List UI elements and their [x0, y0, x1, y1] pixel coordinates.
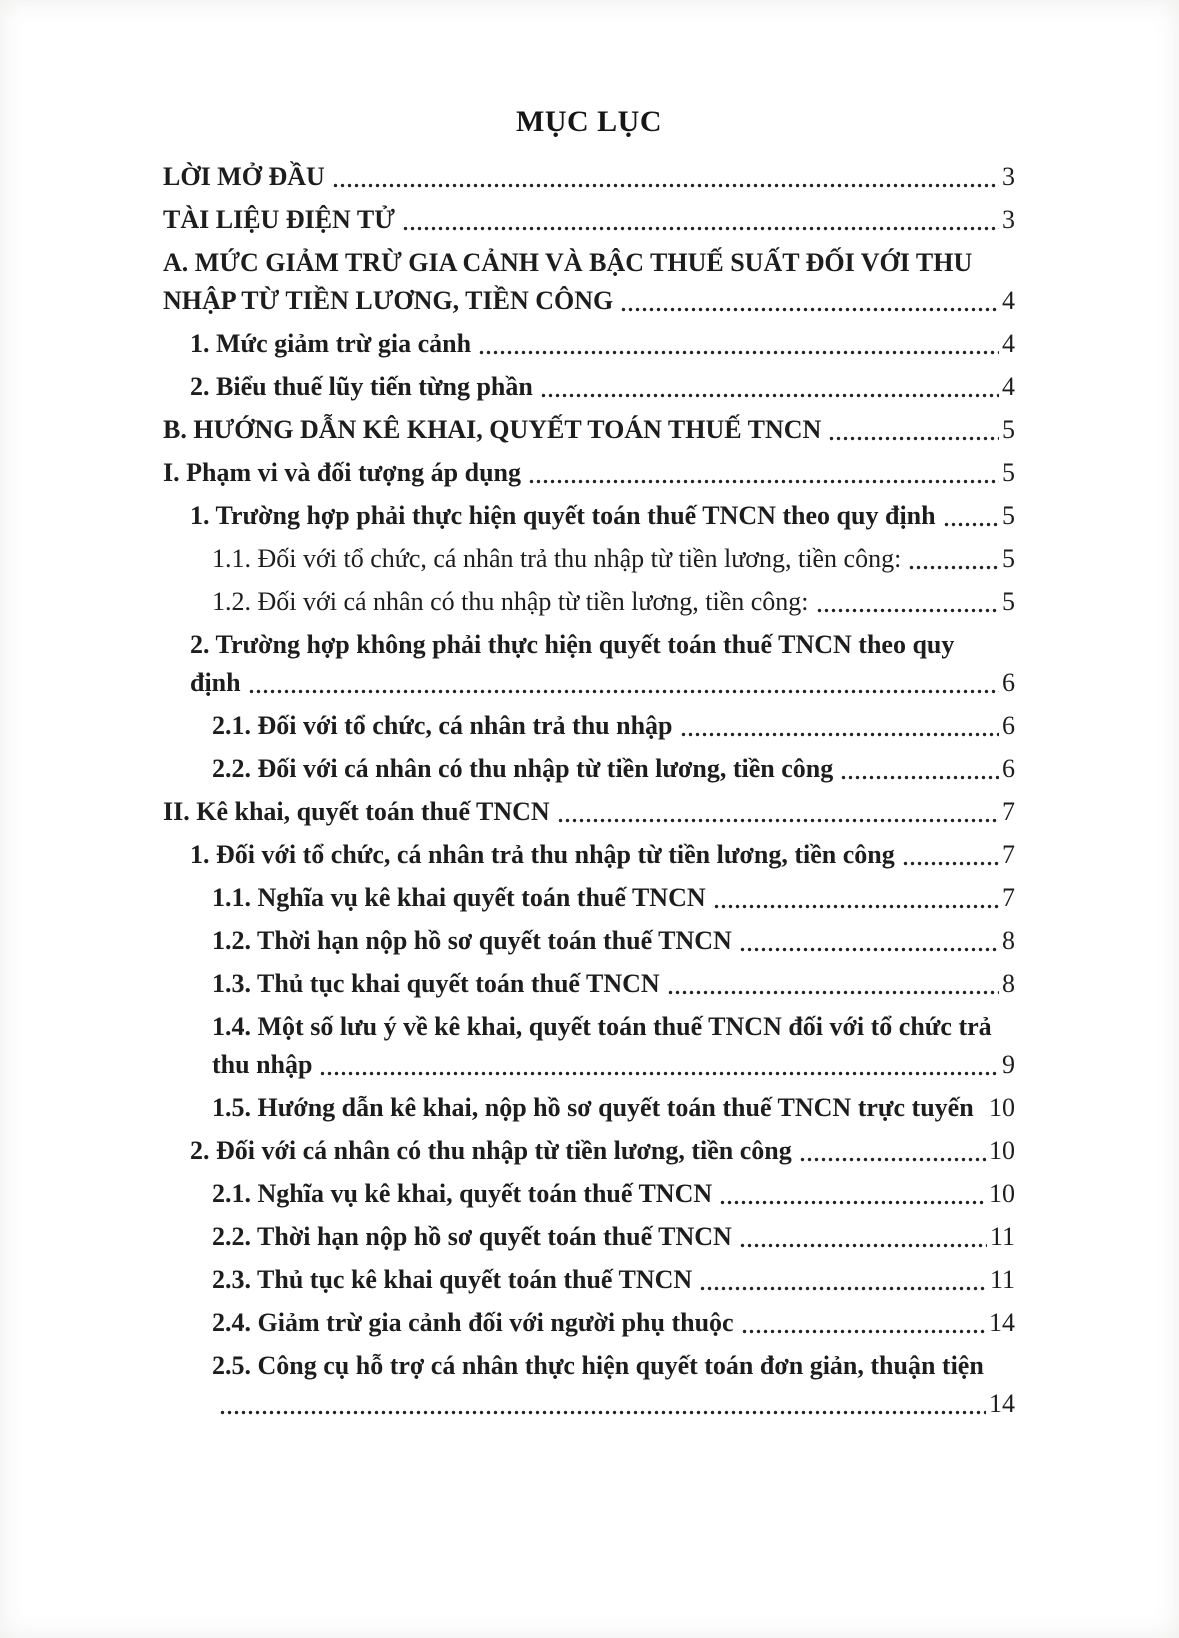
- toc-content: [163, 100, 1015, 1428]
- dotted-leader: [840, 775, 999, 780]
- page-number: 5: [1002, 544, 1015, 573]
- toc-entry: [212, 540, 1015, 578]
- toc-entry-line: [212, 1046, 1015, 1084]
- toc-entry-text: thu nhập: [212, 1050, 313, 1079]
- toc-entry: [212, 1304, 1015, 1342]
- page-number: 6: [1002, 711, 1015, 740]
- page-number: 11: [989, 1222, 1015, 1251]
- toc-entry-text: 1. Trường hợp phải thực hiện quyết toán thuế TNCN theo quy định: [190, 501, 936, 530]
- toc-entry-line: [212, 1218, 1015, 1256]
- toc-entry: [212, 1008, 1015, 1084]
- toc-entry-line: [190, 836, 1015, 874]
- dotted-leader: [943, 522, 999, 527]
- page-number: 4: [1002, 286, 1015, 315]
- toc-entry-text: 2.1. Đối với tổ chức, cá nhân trả thu nhập: [212, 711, 673, 740]
- toc-entry-line: [190, 497, 1015, 535]
- page-number: 5: [1002, 458, 1015, 487]
- page-number: 8: [1002, 926, 1015, 955]
- toc-entry-line: [212, 1089, 1015, 1127]
- toc-entry: [163, 454, 1015, 492]
- page-number: 4: [1002, 372, 1015, 401]
- dotted-leader: [478, 350, 999, 355]
- page-number: 9: [1002, 1050, 1015, 1079]
- toc-entry-line: [190, 664, 1015, 702]
- dotted-leader: [667, 990, 999, 995]
- toc-entry-line: [163, 454, 1015, 492]
- toc-entry-line: [163, 793, 1015, 831]
- toc-entry-line: [163, 158, 1015, 196]
- toc-entry-line: [163, 201, 1015, 239]
- toc-entry: [212, 707, 1015, 745]
- dotted-leader: [402, 226, 999, 231]
- toc-entry-line: [212, 1385, 1015, 1423]
- toc-entry-text: LỜI MỞ ĐẦU: [163, 162, 325, 191]
- toc-entry-text: 2.1. Nghĩa vụ kê khai, quyết toán thuế TNCN: [212, 1179, 713, 1208]
- page-number: 6: [1002, 754, 1015, 783]
- toc-entry-line: [163, 282, 1015, 320]
- toc-entry-text: 1.2. Đối với cá nhân có thu nhập từ tiền lương, tiền công:: [212, 587, 809, 616]
- dotted-leader: [976, 1114, 986, 1119]
- toc-entry-text: 1.2. Thời hạn nộp hồ sơ quyết toán thuế TNCN: [212, 926, 732, 955]
- toc-entry-text: 2.2. Thời hạn nộp hồ sơ quyết toán thuế TNCN: [212, 1222, 732, 1251]
- dotted-leader: [719, 1200, 986, 1205]
- toc-entry-line: [212, 750, 1015, 788]
- toc-entry-text: I. Phạm vi và đối tượng áp dụng: [163, 458, 521, 487]
- toc-entry: [190, 497, 1015, 535]
- toc-entry-line: [212, 1008, 1015, 1046]
- toc-entry-text: 2. Đối với cá nhân có thu nhập từ tiền lương, tiền công: [190, 1136, 792, 1165]
- toc-entry-text: 1.1. Đối với tổ chức, cá nhân trả thu nhập từ tiền lương, tiền công:: [212, 544, 902, 573]
- dotted-leader: [540, 393, 999, 398]
- dotted-leader: [332, 183, 999, 188]
- toc-entry: [190, 368, 1015, 406]
- toc-entry-text: A. MỨC GIẢM TRỪ GIA CẢNH VÀ BẬC THUẾ SUẤT ĐỐI VỚI THU: [163, 248, 973, 277]
- page-number: 14: [989, 1308, 1015, 1337]
- page-number: 5: [1002, 501, 1015, 530]
- toc-entry-text: 2.4. Giảm trừ gia cảnh đối với người phụ thuộc: [212, 1308, 734, 1337]
- dotted-leader: [739, 947, 999, 952]
- toc-entry: [212, 583, 1015, 621]
- toc-entry-line: [212, 707, 1015, 745]
- dotted-leader: [741, 1329, 986, 1334]
- toc-entry: [212, 1261, 1015, 1299]
- page-number: 7: [1002, 883, 1015, 912]
- page-number: 7: [1002, 840, 1015, 869]
- toc-entry: [212, 922, 1015, 960]
- toc-entry-text: 2.3. Thủ tục kê khai quyết toán thuế TNCN: [212, 1265, 693, 1294]
- toc-entry-line: [190, 368, 1015, 406]
- toc-entry-line: [212, 583, 1015, 621]
- toc-entry-text: 2. Biểu thuế lũy tiến từng phần: [190, 372, 533, 401]
- toc-entry: [163, 244, 1015, 320]
- page-number: 11: [989, 1265, 1015, 1294]
- toc-entry: [212, 1218, 1015, 1256]
- toc-entry: [190, 626, 1015, 702]
- dotted-leader: [219, 1410, 986, 1415]
- toc-entry-line: [212, 1347, 1015, 1385]
- toc-entry-text: định: [190, 668, 241, 697]
- toc-entry-text: 1. Mức giảm trừ gia cảnh: [190, 329, 472, 358]
- toc-entry-line: [190, 626, 1015, 664]
- toc-entry-line: [212, 540, 1015, 578]
- toc-entry-text: NHẬP TỪ TIỀN LƯƠNG, TIỀN CÔNG: [163, 286, 614, 315]
- toc-entry-line: [212, 1261, 1015, 1299]
- toc-entry-text: 1.4. Một số lưu ý về kê khai, quyết toán thuế TNCN đối với tổ chức trả: [212, 1012, 992, 1041]
- page-number: 7: [1002, 797, 1015, 826]
- toc-entry: [163, 201, 1015, 239]
- page-number: 6: [1002, 668, 1015, 697]
- toc-entry: [190, 836, 1015, 874]
- toc-entry: [163, 411, 1015, 449]
- toc-title: MỤC LỤC: [516, 105, 662, 138]
- page-number: 5: [1002, 415, 1015, 444]
- page-number: 5: [1002, 587, 1015, 616]
- dotted-leader: [680, 732, 1000, 737]
- toc-entry: [190, 325, 1015, 363]
- toc-entry-line: [163, 244, 1015, 282]
- toc-entry-line: [212, 1175, 1015, 1213]
- page-number: 3: [1002, 162, 1015, 191]
- toc-entry-line: [190, 1132, 1015, 1170]
- page-number: 8: [1002, 969, 1015, 998]
- toc-entry-text: 1.5. Hướng dẫn kê khai, nộp hồ sơ quyết toán thuế TNCN trực tuyến: [212, 1093, 974, 1122]
- toc-entry-line: [212, 879, 1015, 917]
- toc-entry-text: 2.2. Đối với cá nhân có thu nhập từ tiền lương, tiền công: [212, 754, 834, 783]
- toc-entry: [212, 1089, 1015, 1127]
- dotted-leader: [557, 818, 999, 823]
- dotted-leader: [902, 861, 999, 866]
- toc-entry-line: [163, 411, 1015, 449]
- dotted-leader: [620, 307, 999, 312]
- dotted-leader: [699, 1286, 987, 1291]
- toc-entry: [212, 965, 1015, 1003]
- dotted-leader: [739, 1243, 987, 1248]
- toc-entry-line: [190, 325, 1015, 363]
- toc-entry-text: TÀI LIỆU ĐIỆN TỬ: [163, 205, 395, 234]
- page-number: 10: [989, 1136, 1015, 1165]
- page-number: 10: [989, 1093, 1015, 1122]
- page-number: 3: [1002, 205, 1015, 234]
- toc-entry-line: [212, 965, 1015, 1003]
- dotted-leader: [713, 904, 999, 909]
- page-number: 14: [989, 1389, 1015, 1418]
- dotted-leader: [908, 565, 999, 570]
- dotted-leader: [816, 608, 999, 613]
- toc-entry: [163, 158, 1015, 196]
- toc-entry: [190, 1132, 1015, 1170]
- dotted-leader: [828, 436, 999, 441]
- toc-entry-line: [212, 1304, 1015, 1342]
- toc-entry: [212, 1347, 1015, 1423]
- toc-entry-text: II. Kê khai, quyết toán thuế TNCN: [163, 797, 550, 826]
- toc-entry-text: 1. Đối với tổ chức, cá nhân trả thu nhập từ tiền lương, tiền công: [190, 840, 895, 869]
- toc-entry: [212, 1175, 1015, 1213]
- page-number: 10: [989, 1179, 1015, 1208]
- toc-entry: [212, 750, 1015, 788]
- page-number: 4: [1002, 329, 1015, 358]
- toc-entry-text: 1.3. Thủ tục khai quyết toán thuế TNCN: [212, 969, 660, 998]
- toc-entry: [212, 879, 1015, 917]
- toc-entry-line: [212, 922, 1015, 960]
- toc-entry-text: 2.5. Công cụ hỗ trợ cá nhân thực hiện quyết toán đơn giản, thuận tiện: [212, 1351, 984, 1380]
- dotted-leader: [528, 479, 999, 484]
- dotted-leader: [799, 1157, 986, 1162]
- dotted-leader: [319, 1071, 999, 1076]
- toc-entry-text: 1.1. Nghĩa vụ kê khai quyết toán thuế TNCN: [212, 883, 706, 912]
- toc-entry-text: 2. Trường hợp không phải thực hiện quyết toán thuế TNCN theo quy: [190, 630, 955, 659]
- toc-entry: [163, 793, 1015, 831]
- toc-list: [163, 158, 1015, 1423]
- dotted-leader: [248, 689, 999, 694]
- toc-entry-text: B. HƯỚNG DẪN KÊ KHAI, QUYẾT TOÁN THUẾ TNCN: [163, 415, 822, 444]
